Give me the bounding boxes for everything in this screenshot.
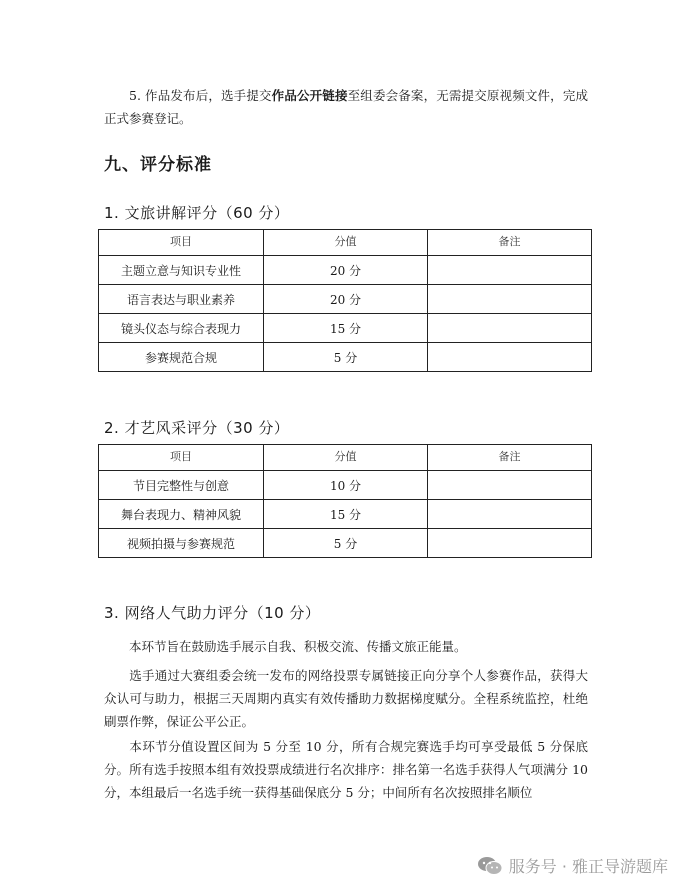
header-note: 备注 (428, 445, 592, 471)
cell-note (428, 500, 592, 529)
header-note: 备注 (428, 230, 592, 256)
cell-note (428, 529, 592, 558)
sub3-para2: 选手通过大赛组委会统一发布的网络投票专属链接正向分享个人参赛作品，获得大众认可与助力，根据三天周期内真实有效传播助力数据梯度赋分。全程系统监控，杜绝刷票作弊，保证公平公正。 (104, 668, 588, 729)
table-row (99, 471, 592, 500)
cell-score: 20 分 (264, 285, 428, 314)
subsection-2-heading: 2. 才艺风采评分（30 分） (104, 419, 290, 437)
cell-item: 镜头仪态与综合表现力 (99, 314, 264, 343)
cell-note (428, 285, 592, 314)
subsection-3-heading: 3. 网络人气助力评分（10 分） (104, 604, 321, 622)
table-row (99, 343, 592, 372)
cell-score: 5 分 (264, 343, 428, 372)
paragraph-submission (104, 84, 588, 130)
p5-text-after: 至组委会备案，无需提交原视频文件，完成正式参赛登记。 (104, 88, 588, 126)
table-row (99, 285, 592, 314)
table-row (99, 529, 592, 558)
header-score: 分值 (264, 230, 428, 256)
cell-note (428, 343, 592, 372)
table-row (99, 314, 592, 343)
cell-score: 15 分 (264, 314, 428, 343)
header-item: 项目 (99, 445, 264, 471)
header-score: 分值 (264, 445, 428, 471)
cell-item: 语言表达与职业素养 (99, 285, 264, 314)
header-item: 项目 (99, 230, 264, 256)
cell-note (428, 256, 592, 285)
table-row (99, 500, 592, 529)
cell-item: 参赛规范合规 (99, 343, 264, 372)
table-row (99, 256, 592, 285)
cell-score: 10 分 (264, 471, 428, 500)
wechat-icon (477, 856, 503, 876)
paragraph-purpose (104, 635, 588, 658)
sub3-para1: 本环节旨在鼓励选手展示自我、积极交流、传播文旅正能量。 (129, 639, 467, 654)
cell-score: 5 分 (264, 529, 428, 558)
cell-item: 节目完整性与创意 (99, 471, 264, 500)
cell-note (428, 314, 592, 343)
paragraph-voting (104, 664, 588, 733)
cell-score: 15 分 (264, 500, 428, 529)
p5-text-bold: 作品公开链接 (271, 88, 348, 103)
score-table-1 (98, 229, 592, 372)
watermark (477, 854, 668, 877)
subsection-1-heading: 1. 文旅讲解评分（60 分） (104, 204, 290, 222)
cell-note (428, 471, 592, 500)
paragraph-scoring (104, 735, 588, 804)
table-header-row (99, 445, 592, 471)
table-header-row (99, 230, 592, 256)
sub3-para3: 本环节分值设置区间为 5 分至 10 分，所有合规完赛选手均可享受最低 5 分保底分。所有选手按照本组有效投票成绩进行名次排序：排名第一名选手获得人气项满分 10 分，本组最后一名选手统一获得基础保底分 5 分；中间所有名次按照排名顺位 (104, 739, 588, 800)
cell-item: 舞台表现力、精神风貌 (99, 500, 264, 529)
cell-item: 视频拍摄与参赛规范 (99, 529, 264, 558)
cell-score: 20 分 (264, 256, 428, 285)
watermark-text: 服务号 · 雅正导游题库 (508, 857, 668, 876)
section-heading: 九、评分标准 (104, 155, 212, 175)
p5-text-before: 5. 作品发布后，选手提交 (129, 88, 272, 103)
score-table-2 (98, 444, 592, 558)
cell-item: 主题立意与知识专业性 (99, 256, 264, 285)
